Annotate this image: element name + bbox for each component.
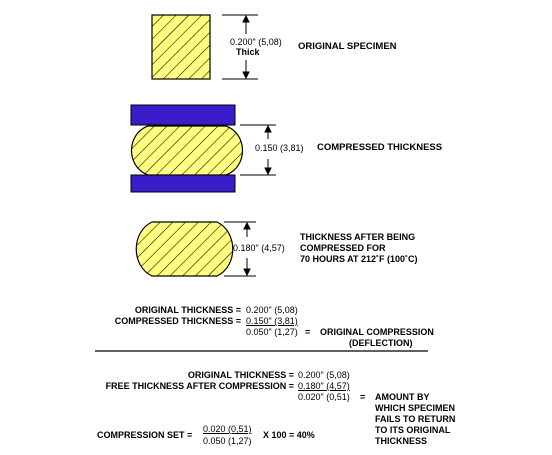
calc1-line2-label: COMPRESSED THICKNESS = bbox=[114, 316, 241, 326]
calc2-result-line-2: WHICH SPECIMEN bbox=[375, 403, 456, 413]
calc1-result-label: ORIGINAL COMPRESSION bbox=[320, 327, 434, 337]
recovered-label-line-2: COMPRESSED FOR bbox=[300, 243, 386, 253]
recovered-thickness-value: 0.180" (4,57) bbox=[233, 243, 285, 253]
lower-compression-plate bbox=[131, 175, 235, 192]
recovered-label-line-1: THICKNESS AFTER BEING bbox=[300, 232, 416, 242]
formula-result: X 100 = 40% bbox=[263, 430, 315, 440]
calc2-line1-value: 0.200" (5,08) bbox=[298, 370, 350, 380]
original-specimen-block bbox=[152, 15, 210, 79]
original-specimen-label: ORIGINAL SPECIMEN bbox=[298, 41, 397, 52]
recovered-specimen bbox=[136, 222, 233, 276]
formula-numerator: 0.020 (0,51) bbox=[203, 424, 252, 434]
calc2-line2-value: 0.180" (4,57) bbox=[298, 381, 350, 391]
compression-set-label: COMPRESSION SET = bbox=[97, 430, 193, 440]
calc1-line1-label: ORIGINAL THICKNESS = bbox=[134, 305, 241, 315]
compressed-specimen-bulge bbox=[132, 126, 243, 175]
upper-compression-plate bbox=[131, 105, 235, 125]
calc2-result-equals: = bbox=[360, 392, 366, 402]
calc1-line1-value: 0.200" (5,08) bbox=[246, 305, 298, 315]
calc2-result-line-5: THICKNESS bbox=[375, 436, 428, 446]
calc2-line2-label: FREE THICKNESS AFTER COMPRESSION = bbox=[105, 381, 294, 391]
calc2-result-line-1: AMOUNT BY bbox=[375, 392, 430, 402]
compressed-thickness-value: 0.150 (3,81) bbox=[255, 143, 304, 153]
calc2-line1-label: ORIGINAL THICKNESS = bbox=[187, 370, 294, 380]
calc2-result-value: 0.020" (0,51) bbox=[298, 392, 350, 402]
calc1-result-note: (DEFLECTION) bbox=[349, 338, 413, 348]
calc2-result-line-3: FAILS TO RETURN bbox=[375, 414, 456, 424]
recovered-label-line-3: 70 HOURS AT 212˚F (100˚C) bbox=[300, 254, 418, 264]
compressed-thickness-label: COMPRESSED THICKNESS bbox=[317, 142, 443, 153]
calc1-line2-value: 0.150" (3,81) bbox=[246, 316, 298, 326]
calc1-result-equals: = bbox=[305, 327, 311, 337]
original-thickness-unit: Thick bbox=[236, 47, 260, 57]
calc1-result-value: 0.050" (1,27) bbox=[246, 327, 298, 337]
calc2-result-line-4: TO ITS ORIGINAL bbox=[375, 425, 451, 435]
original-thickness-value: 0.200" (5,08) bbox=[230, 37, 282, 47]
formula-denominator: 0.050 (1,27) bbox=[203, 436, 252, 446]
